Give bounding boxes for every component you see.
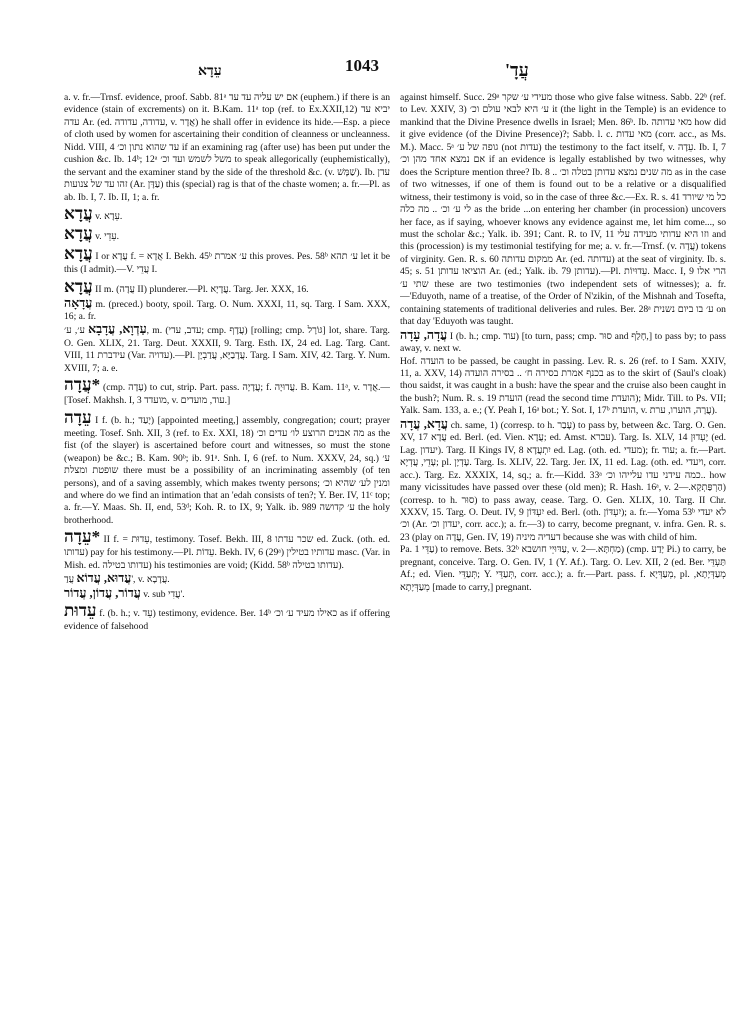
- entry-text: (cmp. עָדָה) to cut, strip. Part. pass. עֲדָיָה; f. עֲדוּיָה. B. Kam. 11ᵃ, v. אֲדָר.—[Tosef. Makhsh. I, 3 מועדד, v. עוד, מועדים.]: [64, 382, 390, 407]
- dictionary-entry: [64, 297, 390, 324]
- entry-text: I or עֲדָא f. = אֲדָא I. Bekh. 45ᵇ ע׳ אמרת this proves. Pes. 58ᵇ ע׳ תהא let it be this (I admit).—V. עֲדֵי I.: [64, 251, 390, 276]
- dictionary-entry: [64, 244, 390, 276]
- dictionary-entry: [400, 418, 726, 545]
- entry-text: ע׳, ע׳, m. (עדב, עדי; cmp. עֲדָף) [rolling; cmp. גּוֹרָל] lot, share. Targ. O. Gen. XLIX, 21. Targ. Deut. XXXII, 9. Targ. Esth. IX, 24 ed. Lag. Targ. Cant. VIII, 11 עידברת (Var. עדויה).—Pl. עֲדָבַיָּא, עֲדַבְיָן. Targ. I Sam. XIV, 42. Targ. Y. Num. XVIII, 7; a. e.: [64, 325, 390, 374]
- entry-headword: עֲדָא, עֲדָה: [400, 416, 448, 431]
- entry-headword: עַדְוָא, עֲדָבָא: [88, 322, 147, 337]
- entry-text: I f. (b. h.; יָעַד) [appointed meeting,] assembly, congregation; court; prayer meeting. Tosef. Snh. XII, 3 (ref. to Ex. XXI, 18) מה אבנים הרוצע לו׳ עדים וכ׳ as the fist (of the slayer) is ascertained before court and witnesses, so must the stone (weapon) be &c.; B. Kam. 90ᵇ; ib. 91ᵃ. Snh. I, 6 (ref. to Num. XXXV, 24, sq.) ע׳ שופטת ומצלת there must be a possibility of an incriminating assembly (of ten persons), and of a saving assembly, which makes twenty persons; ומנין לע׳ שהיא וכ׳ and where do we find an intimation that an 'edah consists of ten?; Y. Ber. IV, 11ᶜ top; a. fr.—Y. Maas. Sh. II, end, 53ᵈ; Koh. R. to IX, 9; Yalk. ib. 989 ע׳ קדושה the holy brotherhood.: [64, 414, 390, 526]
- dictionary-entry: [400, 329, 726, 356]
- left-column: [64, 92, 390, 1012]
- entry-headword: עֲדָאָה: [64, 295, 93, 310]
- entry-text: עֲדַ', v. עֲדָבָא.: [64, 574, 170, 586]
- entry-text: Pa. עַדֵּי 1) to remove. Bets. 32ᵇ עַדּוּיֵי חושבא, v. מַחְתָּא.—2) (cmp. יָדַע Pi.) to carry, be pregnant, conceive. Targ. O. Gen. IV, 1 (Y. Af.). Targ. O. Lev. XII, 2 (ed. Ber. תַּעְדֵּי Af.; ed. Vien. תְּעַדֵּי; Y. תְּעַדֵּי, corr. acc.); a. fr.—Part. pass. f. מְעַדְּיָא, pl. מְעַדְּיָתָא, מְעַדְּיָתָא [made to carry,] pregnant.: [400, 544, 726, 593]
- entry-text: I (b. h.; cmp. עוד) [to turn, pass; cmp. סוּר and חָלַף,] to pass by; to pass away, v. next w.: [400, 330, 726, 355]
- dictionary-entry: [64, 587, 390, 601]
- header-right-word: עֲדָ': [505, 60, 529, 80]
- dictionary-entry: [64, 527, 390, 572]
- dictionary-entry: [64, 323, 390, 375]
- entry-text: v. עֵדֵי.: [95, 231, 120, 243]
- entry-text: m. (preced.) booty, spoil. Targ. O. Num. XXXI, 11, sq. Targ. I Sam. XXX, 16; a. fr.: [64, 298, 390, 322]
- dictionary-entry: [64, 375, 390, 407]
- dictionary-entry: [64, 224, 390, 244]
- entry-headword: עֲדָה, עָדָה: [400, 327, 448, 342]
- right-column: [400, 92, 726, 1012]
- entry-headword: עֲדָא: [64, 244, 93, 264]
- header-left-word: עֵדָא: [198, 64, 222, 79]
- dictionary-entry: [64, 277, 390, 297]
- entry-headword: עֲדוֹר, עֲדוֹן, עֲדוֹר: [64, 585, 141, 600]
- entry-headword: עֲדָא: [64, 224, 93, 244]
- entry-headword: עֲדוּא, עֲדוֹא: [76, 571, 132, 586]
- entry-text: against himself. Succ. 29ᵃ מעידי ע׳ שקר those who give false witness. Sabb. 22ᵇ (ref. to Lev. XXIV, 3) ע׳ היא לבאי עולם וכ׳ it (the light in the Temple) is an evidence to mankind that the Divine Presence dwells in Israel; Men. 86ᵇ. Ib. מאי עדותה how did it give evidence (of the Divine Presence)?; Sabb. l. c. מאי עדות (corr. acc., as Ms. M.). Macc. 5ᵃ גופה של ע׳ (not עדות) the testimony to the fact itself, v. עֵדָה. Ib. I, 7 אם נמצא אחד מהן וכ׳ if an evidence is legally established by two witnesses, why does the Scripture mention three? Ib. 8 .. מה שנים נמצא עדותן בטלה וכ׳ as in the case of two witnesses, if one of them is found out to be a relative or a disqualified witness, their testimony is void, so in the case of three &c.—Ex. R. s. 41 כל מי שיורד לי ע׳ וכ׳ .. מה כלה as the bride ...on entering her chamber (in procession) uncovers her face, as if saying, whoever knows any evidence against me, let him come..., so must the scholar &c.; Yalk. ib. 391; Cant. R. to IV, 11 וזו היא עדותי מעידה עלי and this (procession) is my testimonial testifying for me; a. v. fr.—Trnsf. (v. עֲדָה) tokens of virginity. Gen. R. s. 60 ממקום עדותה Ar. (ed. עדותה) at the seat of virginity. Ib. s. 45; s. 51 הוציאו עדותן Ar. (ed.; Yalk. ib. 79 עדותן).—Pl. עֵדוּיוֹת. Macc. I, 9 הרי אלו שתי ע׳ these are two testimonies (two independent sets of witnesses); a. fr.—'Eduyoth, name of a treatise, of the Order of N'zikin, of the Mishnah and Tosefta, containing statements of traditional deliveries and rules. Ber. 28ᵃ ע׳ בו ביום נשנית on that day 'Eduyoth was taught.: [400, 92, 726, 328]
- entry-text: f. (b. h.; v. עֵד) testimony, evidence. Ber. 14ᵇ כאילו מעיד ע׳ וכ׳ as if offering evidence of falsehood: [64, 608, 390, 633]
- entry-headword: עֵדָה*: [64, 527, 101, 547]
- entry-text: II m. (עֲדָה II) plunderer.—Pl. עֲדָיָא. Targ. Jer. XXX, 16.: [95, 283, 309, 295]
- entry-headword: עֲדָא: [64, 276, 93, 296]
- entry-text: ch. same, 1) (corresp. to h. עָבַר) to pass by, between &c. Targ. O. Gen. XV, 17 עֲדָא ed. Berl. (ed. Vien. עֲדָא; ed. Amst. עברא). Targ. Is. XLV, 14 יֶעְדוּן (ed. Lag. יעדון). Targ. II Kings IV, 8 יִתְעֲדָא ed. Lag. (oth. ed. מעדי); fr. עוד; a. fr.—Part. עָדֵי, עֲדְיָא; pl. עָדְיָן. Targ. Is. XLIV, 22. Targ. Jer. IX, 11 ed. Lag. (oth. ed. ויעדי, corr. acc.). Targ. Ez. XXXIX, 14, sq.; a. fr.—Kidd. 33ᵃ כמה עידני עדו עלייהו וכ׳.. how many vicissitudes have passed over these (old men); R. Hash. 16ᵃ, v. הַרְפַּתְקָא.—2) (corresp. to h. סוּר) to pass away, cease. Targ. O. Gen. XLIX, 10. Targ. II Chr. XXXV, 15. Targ. O. Deut. IV, 9 יִעְדּוֹן ed. Berl. (oth. יִעְדּוֹן); a. fr.—Yoma 53ᵇ לא יעדי וכ׳ (Ar. יעדון וכ׳, corr. acc.); a. fr.—3) to carry, become pregnant, v. infra. Gen. R. s. 23 (play on עֲדָה, Gen. IV, 19) דעדיה מיניה because she was with child of him.: [400, 419, 726, 543]
- dictionary-entry: [400, 356, 726, 418]
- page-number: 1043: [345, 56, 379, 75]
- dictionary-entry: [64, 601, 390, 633]
- entry-headword: עֵדוּת: [64, 601, 97, 621]
- entry-text: v. עֵדָא.: [95, 211, 123, 223]
- dictionary-entry: [64, 204, 390, 224]
- dictionary-entry: [64, 408, 390, 528]
- entry-text: a. v. fr.—Trnsf. evidence, proof. Sabb. 81ᵃ אם יש עליה עד עד (euphem.) if there is an evidence (stain of excrements) on it. B.Kam. 11ᵃ top (ref. to Ex.XXII,12) יביא עד עדה Ar. (ed. עדודה, עדודה, v. אֲדָר) he shall offer in evidence its hide.—Esp. a piece of cloth used by women for ascertaining their condition of cleanness or uncleanness. Nidd. VIII, 4 עד שהוא נתון וכ׳ if an examining rag (after use) has been put under the cushion &c. Ib. 14ᵇ; 12ᵃ משל לשמש ועד וכ׳ to speak allegorically (euphemistically), the servant and the examiner stand by the side of the threshold &c. (v. שַׁמָּשׁ). Ib. עדן זהו עד של צנועות (Ar. עַדָּן) this (special) rag is that of the chaste women; a. fr.—Pl. as ab. Ib. I, 7. Ib. II, 1; a. fr.: [64, 92, 390, 203]
- dictionary-entry: [400, 544, 726, 594]
- dictionary-entry: [64, 92, 390, 204]
- dictionary-entry: [64, 572, 390, 586]
- entry-headword: עֵדָה: [64, 407, 92, 427]
- entry-text: Hof. הועדה to be passed, be caught in passing. Lev. R. s. 26 (ref. to I Sam. XXIV, 11, a. XXV, 14) בכנף אמרת בסירה ח׳ .. בסירה הועדה as to the skirt of (Saul's cloak) thou saidst, it was caught in a bush: have the spear and the cruise also been caught in the bush?; Num. R. s. 19 הועדת (read the second time הועדת); Midr. Till. to Ps. VII; Yalk. Sam. 133, a. e.; (Y. Peah I, 16ᵃ bot.; Y. Sot. I, 17ᵇ הועדת, v. עֲרָה, הוערו, ערת).: [400, 355, 726, 417]
- entry-text: v. sub עֲדִי'.: [143, 588, 185, 600]
- entry-headword: עֲדָא: [64, 204, 93, 224]
- entry-text: II f. = עֵדוּת, testimony. Tosef. Bekh. III, 8 שכר עדתו ed. Zuck. (oth. ed. עדותו) pay for his testimony.—Pl. עֵדוֹת. Bekh. IV, 6 (29ᵃ) עדותיו בטילין masc. (Var. in Mish. ed. עדותו בטילה) his testimonies are void; (Kidd. 58ᵇ עדותו בטילה).: [64, 534, 390, 571]
- entry-headword: עֲדָה*: [64, 375, 101, 395]
- dictionary-entry: [400, 92, 726, 329]
